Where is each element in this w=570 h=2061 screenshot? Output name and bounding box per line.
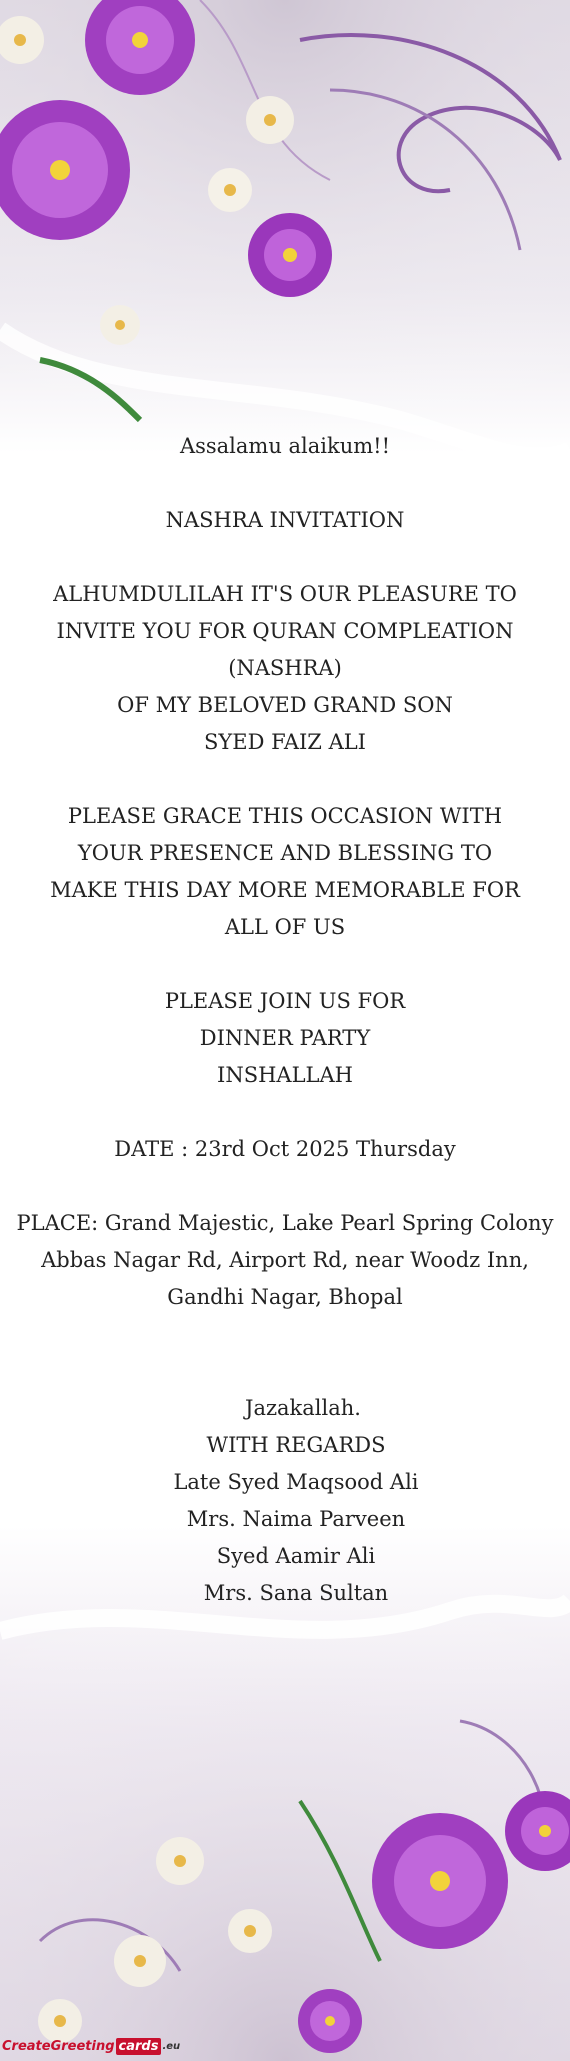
brand-domain: .eu [162, 2040, 181, 2052]
signatory: Late Syed Maqsood Ali [173, 1470, 419, 1494]
pleasure-line: INVITE YOU FOR QURAN COMPLEATION [56, 619, 514, 643]
pleasure-line: OF MY BELOVED GRAND SON [117, 693, 453, 717]
brand-name: CreateGreeting [2, 2038, 115, 2054]
grace-line: ALL OF US [224, 915, 346, 939]
regards: WITH REGARDS [206, 1433, 386, 1457]
invitation-title: NASHRA INVITATION [165, 508, 405, 532]
pleasure-line: (NASHRA) [228, 656, 342, 680]
join-line: PLEASE JOIN US FOR [164, 989, 406, 1013]
grace-line: MAKE THIS DAY MORE MEMORABLE FOR [50, 878, 520, 902]
greeting: Assalamu alaikum!! [179, 434, 391, 458]
closing: Jazakallah. [245, 1396, 361, 1420]
signatory: Mrs. Sana Sultan [203, 1581, 389, 1605]
grace-line: YOUR PRESENCE AND BLESSING TO [77, 841, 493, 865]
brand-box: cards [116, 2038, 162, 2055]
signatory: Syed Aamir Ali [216, 1544, 376, 1568]
grace-line: PLEASE GRACE THIS OCCASION WITH [67, 804, 503, 828]
place-line: Gandhi Nagar, Bhopal [167, 1285, 403, 1309]
invitation-text [0, 428, 570, 1612]
join-line: DINNER PARTY [199, 1026, 371, 1050]
join-line: INSHALLAH [217, 1063, 353, 1087]
signatory: Mrs. Naima Parveen [186, 1507, 406, 1531]
brand-watermark-link[interactable] [2, 2033, 180, 2059]
place-line: PLACE: Grand Majestic, Lake Pearl Spring Colony [16, 1211, 554, 1235]
child-name: SYED FAIZ ALI [204, 730, 366, 754]
pleasure-line: ALHUMDULILAH IT'S OUR PLEASURE TO [53, 582, 517, 606]
event-date: DATE : 23rd Oct 2025 Thursday [114, 1137, 456, 1161]
place-line: Abbas Nagar Rd, Airport Rd, near Woodz Inn, [41, 1248, 529, 1272]
